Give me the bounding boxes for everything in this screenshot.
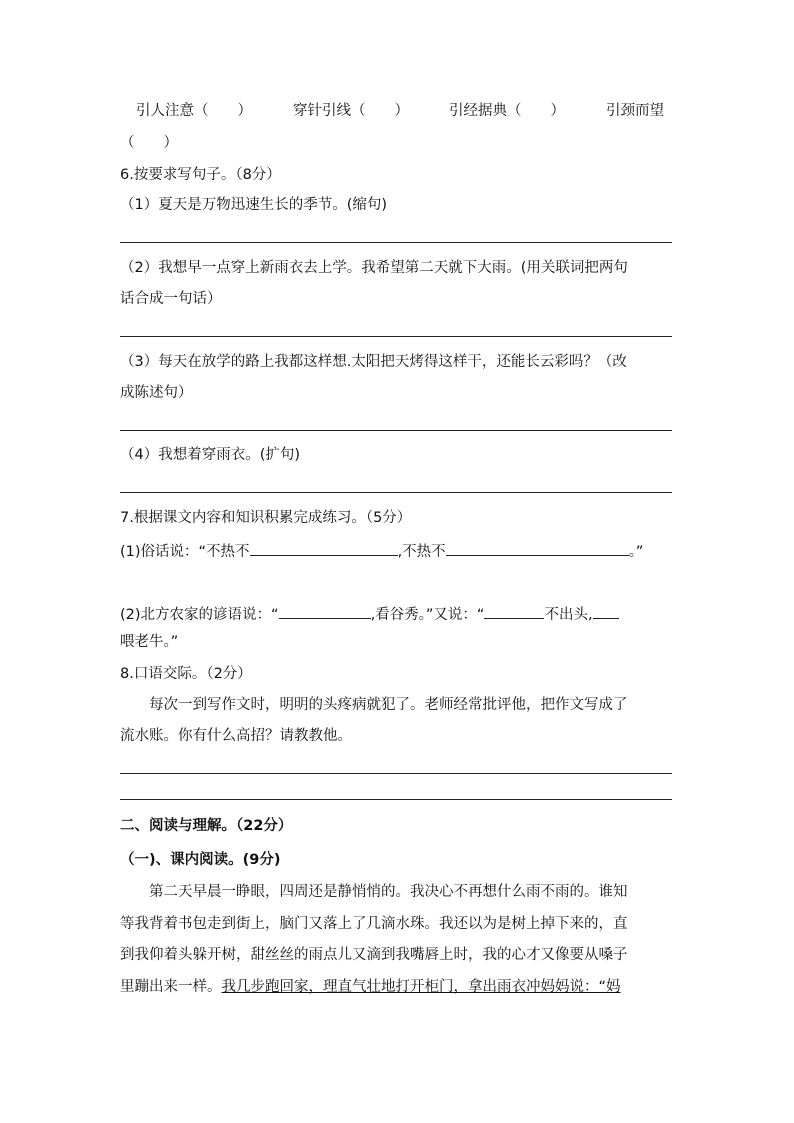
q6-sentence-1: （1）夏天是万物迅速生长的季节。(缩句): [120, 197, 388, 213]
vocab-item-4: 引颈而望: [606, 103, 664, 119]
q7-l2-text-a: (2)北方农家的谚语说：“: [120, 607, 279, 623]
q6-sentence-2a: （2）我想早一点穿上新雨衣去上学。我希望第二天就下大雨。(用关联词把两句: [120, 260, 628, 276]
q7-l1-text-c: 。”: [628, 544, 644, 560]
q7-l2-text-b: ,看谷秀。”又说：“: [370, 607, 485, 623]
q7-blank-5[interactable]: [593, 602, 619, 619]
q8-paragraph-2: 流水账。你有什么高招？请教教他。: [120, 728, 352, 744]
q7-line-3: 喂老牛。”: [120, 634, 179, 650]
q8-answer-line-2[interactable]: [120, 799, 672, 800]
q7-blank-2[interactable]: [446, 539, 629, 556]
q6-answer-line-4[interactable]: [120, 492, 672, 493]
vocab-wrap-blank: （ ）: [120, 135, 178, 151]
q8-answer-line-1[interactable]: [120, 773, 672, 774]
q7-blank-3[interactable]: [279, 602, 371, 619]
q6-sentence-4: （4）我想着穿雨衣。(扩句): [120, 447, 301, 463]
reading-paragraph-1: 第二天早晨一睁眼，四周还是静悄悄的。我决心不再想什么雨不雨的。谁知: [149, 884, 628, 900]
q7-l1-text-a: (1)俗话说：“不热不: [120, 544, 250, 560]
q6-sentence-3b: 成陈述句）: [120, 385, 193, 401]
reading-paragraph-4: [120, 977, 621, 997]
vocab-item-3: 引经据典（ ）: [449, 103, 565, 119]
q8-title: 8.口语交际。（2分）: [120, 666, 252, 682]
q6-sentence-2b: 话合成一句话）: [120, 291, 222, 307]
q6-answer-line-3[interactable]: [120, 430, 672, 431]
q7-title: 7.根据课文内容和知识积累完成练习。（5分）: [120, 510, 412, 526]
q6-answer-line-1[interactable]: [120, 242, 672, 243]
q7-l2-text-c: 不出头,: [544, 607, 593, 623]
q7-blank-4[interactable]: [484, 602, 544, 619]
vocab-item-2: 穿针引线（ ）: [293, 103, 409, 119]
q6-title: 6.按要求写句子。（8分）: [120, 167, 281, 183]
section2-subtitle: （一)、课内阅读。(9分): [120, 852, 281, 868]
reading-p4-underlined: 我几步跑回家，理直气壮地打开柜门，拿出雨衣冲妈妈说：“妈: [221, 979, 621, 995]
q7-line-2: [120, 602, 619, 625]
reading-paragraph-2: 等我背着书包走到街上，脑门又落上了几滴水珠。我还以为是树上掉下来的，直: [120, 916, 628, 932]
q7-line-1: [120, 539, 643, 562]
q6-sentence-3a: （3）每天在放学的路上我都这样想.太阳把天烤得这样干，还能长云彩吗？（改: [120, 354, 627, 370]
q6-answer-line-2[interactable]: [120, 336, 672, 337]
section2-title: 二、阅读与理解。（22分）: [120, 818, 293, 834]
reading-paragraph-3: 到我仰着头躲开树，甜丝丝的雨点儿又滴到我嘴唇上时，我的心才又像要从嗓子: [120, 947, 628, 963]
q7-l1-text-b: ,不热不: [397, 544, 446, 560]
vocab-item-1: 引人注意（ ）: [136, 103, 252, 119]
reading-p4-text: 里蹦出来一样。: [120, 979, 222, 995]
q7-blank-1[interactable]: [250, 539, 398, 556]
q8-paragraph-1: 每次一到写作文时，明明的头疼病就犯了。老师经常批评他，把作文写成了: [149, 697, 628, 713]
